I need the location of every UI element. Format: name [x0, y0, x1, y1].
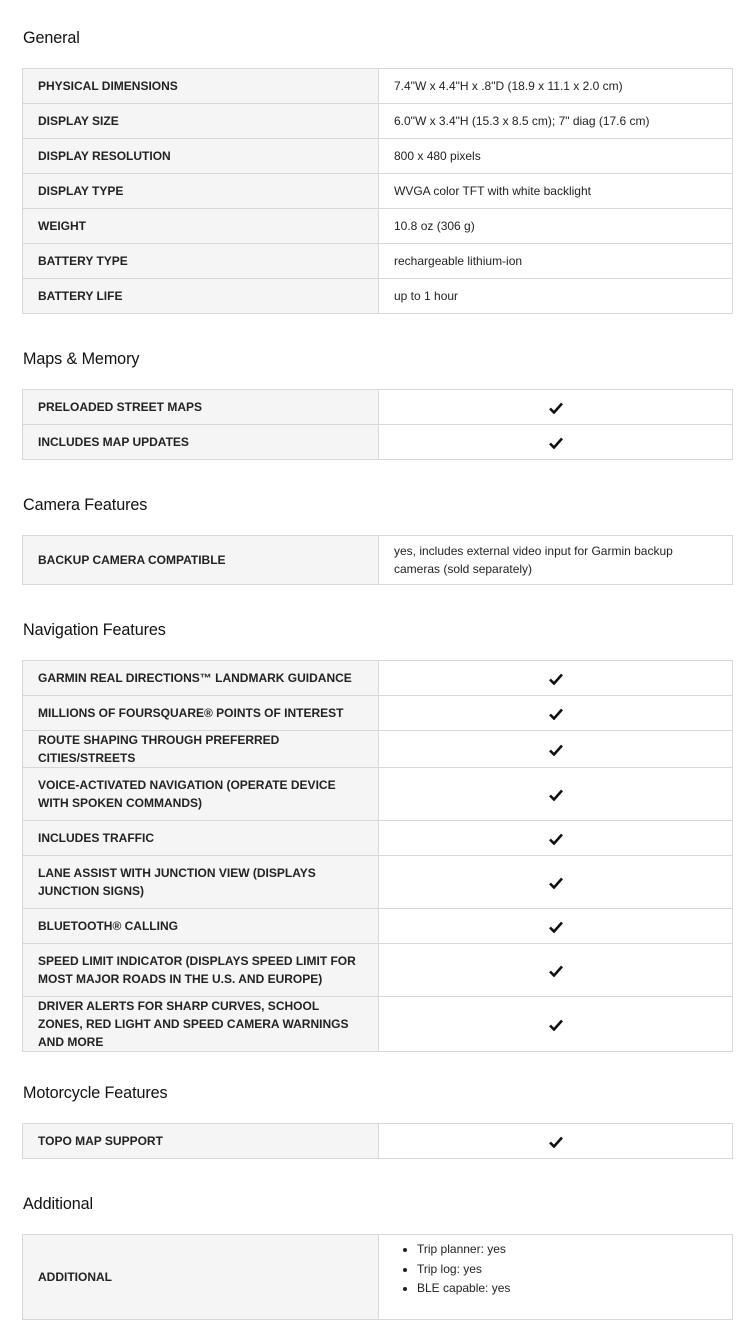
- spec-value: [379, 997, 733, 1052]
- camera-specs-table: [22, 535, 733, 585]
- spec-value: [379, 390, 733, 425]
- spec-label: BATTERY TYPE: [23, 244, 379, 279]
- checkmark-icon: [549, 877, 563, 889]
- table-row: [23, 661, 733, 696]
- checkmark-icon: [549, 402, 563, 414]
- additional-list: [394, 1240, 717, 1299]
- spec-value: [379, 661, 733, 696]
- spec-value: [379, 768, 733, 821]
- list-item: • Trip planner: yes: [417, 1240, 717, 1260]
- spec-value: WVGA color TFT with white backlight: [379, 174, 733, 209]
- spec-label: BACKUP CAMERA COMPATIBLE: [23, 536, 379, 585]
- spec-value: [379, 731, 733, 768]
- table-row: [23, 174, 733, 209]
- spec-label: WEIGHT: [23, 209, 379, 244]
- table-row: [23, 997, 733, 1052]
- spec-value: [379, 821, 733, 856]
- general-specs-table: [22, 68, 733, 314]
- section-title-navigation: Navigation Features: [23, 620, 166, 639]
- table-row: [23, 244, 733, 279]
- table-row: [23, 909, 733, 944]
- checkmark-icon: [549, 437, 563, 449]
- spec-value: [379, 1235, 733, 1320]
- spec-label: GARMIN REAL DIRECTIONS™ LANDMARK GUIDANCE: [23, 661, 379, 696]
- checkmark-icon: [549, 708, 563, 720]
- spec-label: ADDITIONAL: [23, 1235, 379, 1320]
- table-row: [23, 425, 733, 460]
- checkmark-icon: [549, 673, 563, 685]
- table-row: [23, 1124, 733, 1159]
- spec-value: yes, includes external video input for Garmin backup cameras (sold separately): [379, 536, 733, 585]
- table-row: [23, 856, 733, 909]
- additional-specs-table: [22, 1234, 733, 1320]
- spec-label: SPEED LIMIT INDICATOR (DISPLAYS SPEED LIMIT FOR MOST MAJOR ROADS IN THE U.S. AND EUROPE): [23, 944, 379, 997]
- table-row: [23, 390, 733, 425]
- spec-label: TOPO MAP SUPPORT: [23, 1124, 379, 1159]
- spec-label: DISPLAY TYPE: [23, 174, 379, 209]
- spec-value: 10.8 oz (306 g): [379, 209, 733, 244]
- spec-label: PRELOADED STREET MAPS: [23, 390, 379, 425]
- spec-label: INCLUDES TRAFFIC: [23, 821, 379, 856]
- table-row: [23, 821, 733, 856]
- motorcycle-specs-table: [22, 1123, 733, 1159]
- navigation-specs-table: [22, 660, 733, 1052]
- table-row: [23, 1235, 733, 1320]
- table-row: [23, 104, 733, 139]
- spec-label: BLUETOOTH® CALLING: [23, 909, 379, 944]
- table-row: [23, 69, 733, 104]
- checkmark-icon: [549, 833, 563, 845]
- list-item: • Trip log: yes: [417, 1260, 717, 1280]
- spec-value: [379, 909, 733, 944]
- checkmark-icon: [549, 965, 563, 977]
- spec-label: LANE ASSIST WITH JUNCTION VIEW (DISPLAYS JUNCTION SIGNS): [23, 856, 379, 909]
- checkmark-icon: [549, 789, 563, 801]
- table-row: [23, 944, 733, 997]
- checkmark-icon: [549, 1136, 563, 1148]
- spec-value: [379, 1124, 733, 1159]
- table-row: [23, 139, 733, 174]
- table-row: [23, 696, 733, 731]
- spec-value: up to 1 hour: [379, 279, 733, 314]
- spec-label: ROUTE SHAPING THROUGH PREFERRED CITIES/STREETS: [23, 731, 379, 768]
- spec-label: VOICE-ACTIVATED NAVIGATION (OPERATE DEVICE WITH SPOKEN COMMANDS): [23, 768, 379, 821]
- spec-label: PHYSICAL DIMENSIONS: [23, 69, 379, 104]
- spec-value: [379, 696, 733, 731]
- table-row: [23, 279, 733, 314]
- table-row: [23, 731, 733, 768]
- spec-label: DISPLAY RESOLUTION: [23, 139, 379, 174]
- table-row: [23, 768, 733, 821]
- spec-value: 800 x 480 pixels: [379, 139, 733, 174]
- spec-value: [379, 425, 733, 460]
- table-row: [23, 209, 733, 244]
- section-title-camera: Camera Features: [23, 495, 148, 514]
- maps-specs-table: [22, 389, 733, 460]
- spec-label: INCLUDES MAP UPDATES: [23, 425, 379, 460]
- spec-label: DISPLAY SIZE: [23, 104, 379, 139]
- spec-value: [379, 856, 733, 909]
- section-title-maps: Maps & Memory: [23, 349, 140, 368]
- spec-label: BATTERY LIFE: [23, 279, 379, 314]
- spec-value: [379, 944, 733, 997]
- checkmark-icon: [549, 921, 563, 933]
- list-item: • BLE capable: yes: [417, 1279, 717, 1299]
- spec-label: MILLIONS OF FOURSQUARE® POINTS OF INTEREST: [23, 696, 379, 731]
- spec-label: DRIVER ALERTS FOR SHARP CURVES, SCHOOL ZONES, RED LIGHT AND SPEED CAMERA WARNINGS AND MORE: [23, 997, 379, 1052]
- spec-value: rechargeable lithium-ion: [379, 244, 733, 279]
- spec-value: 6.0"W x 3.4"H (15.3 x 8.5 cm); 7" diag (17.6 cm): [379, 104, 733, 139]
- table-row: [23, 536, 733, 585]
- spec-value: 7.4"W x 4.4"H x .8"D (18.9 x 11.1 x 2.0 cm): [379, 69, 733, 104]
- section-title-motorcycle: Motorcycle Features: [23, 1083, 168, 1102]
- checkmark-icon: [549, 744, 563, 756]
- checkmark-icon: [549, 1019, 563, 1031]
- section-title-general: General: [23, 28, 80, 47]
- section-title-additional: Additional: [23, 1194, 93, 1213]
